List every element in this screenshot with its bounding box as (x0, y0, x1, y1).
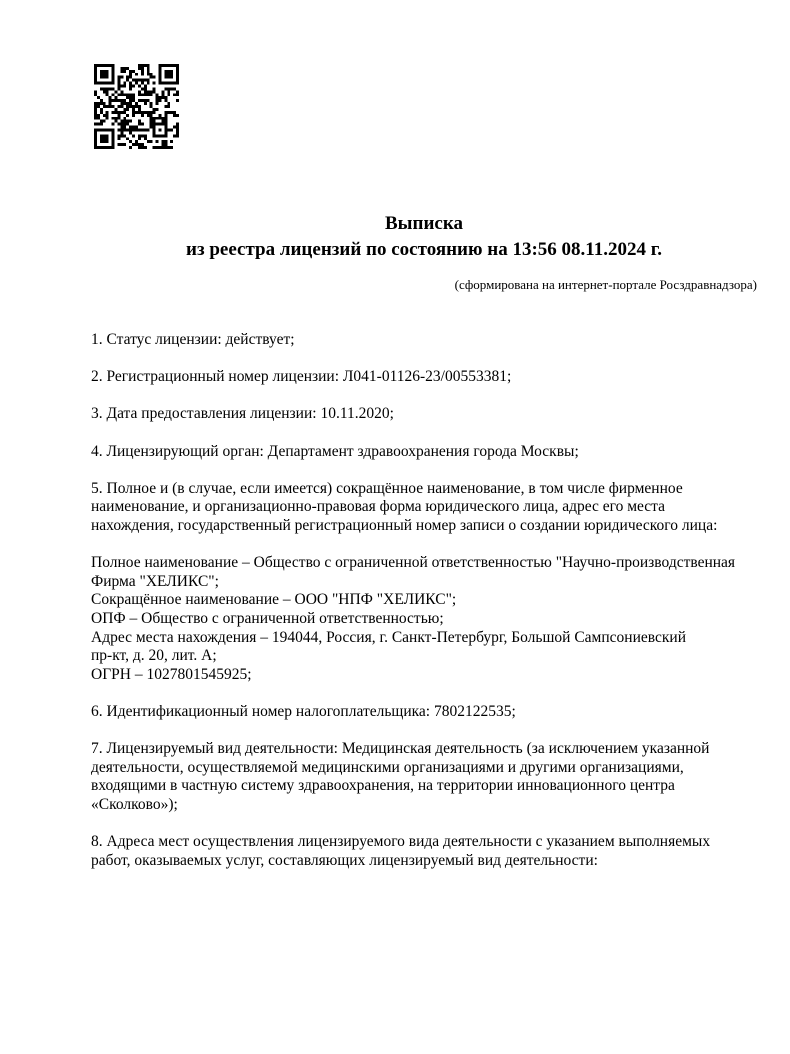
paragraph-line: работ, оказываемых услуг, составляющих лицензируемый вид деятельности: (91, 851, 598, 869)
paragraph-line: 1. Статус лицензии: действует; (91, 331, 295, 348)
qr-code-icon (94, 64, 179, 149)
paragraph-line: входящими в частную систему здравоохранения, на территории инновационного центра (91, 777, 675, 795)
paragraph-registration-number (91, 368, 757, 387)
paragraph-line: 7. Лицензируемый вид деятельности: Медицинская деятельность (за исключением указанной (91, 740, 710, 758)
paragraph-line: «Сколково»); (91, 795, 178, 813)
paragraph-line: 6. Идентификационный номер налогоплательщика: 7802122535; (91, 702, 516, 720)
paragraph-activity-addresses-intro (91, 833, 757, 870)
title-line-2: из реестра лицензий по состоянию на 13:56 08.11.2024 г. (186, 238, 662, 260)
paragraph-line: ОПФ – Общество с ограниченной ответственностью; (91, 609, 444, 627)
paragraph-line: нахождения, государственный регистрационный номер записи о создании юридического лица: (91, 516, 718, 534)
paragraph-line: ОГРН – 1027801545925; (91, 665, 252, 683)
paragraph-line: 3. Дата предоставления лицензии: 10.11.2020; (91, 405, 394, 423)
paragraph-line: Фирма "ХЕЛИКС"; (91, 572, 219, 590)
paragraph-taxpayer-number (91, 703, 757, 722)
paragraph-line: Сокращённое наименование – ООО "НПФ "ХЕЛИКС"; (91, 591, 457, 609)
paragraph-line: пр-кт, д. 20, лит. А; (91, 647, 217, 665)
document-body (91, 331, 757, 889)
paragraph-line: Полное наименование – Общество с ограниченной ответственностью "Научно-производственная (91, 554, 736, 572)
paragraph-org-name-intro (91, 480, 757, 536)
paragraph-line: 5. Полное и (в случае, если имеется) сокращённое наименование, в том числе фирменное (91, 479, 683, 497)
paragraph-line: 8. Адреса мест осуществления лицензируемого вида деятельности с указанием выполняемых (91, 833, 711, 851)
paragraph-licensed-activity (91, 740, 757, 814)
paragraph-line: 2. Регистрационный номер лицензии: Л041-01126-23/00553381; (91, 368, 512, 386)
paragraph-license-status (91, 331, 757, 350)
paragraph-grant-date (91, 405, 757, 424)
paragraph-line: 4. Лицензирующий орган: Департамент здравоохранения города Москвы; (91, 442, 579, 460)
title-line-1: Выписка (385, 213, 463, 234)
paragraph-licensing-authority (91, 443, 757, 462)
document-title (91, 211, 757, 262)
paragraph-line: деятельности, осуществляемой медицинскими организациями и другими организациями, (91, 758, 684, 776)
paragraph-line: Адрес места нахождения – 194044, Россия, г. Санкт-Петербург, Большой Сампсониевский (91, 628, 686, 646)
paragraph-org-details (91, 554, 757, 684)
paragraph-line: наименование, и организационно-правовая форма юридического лица, адрес его места (91, 498, 666, 516)
document-subtitle: (сформирована на интернет-портале Росздравнадзора) (454, 277, 757, 292)
